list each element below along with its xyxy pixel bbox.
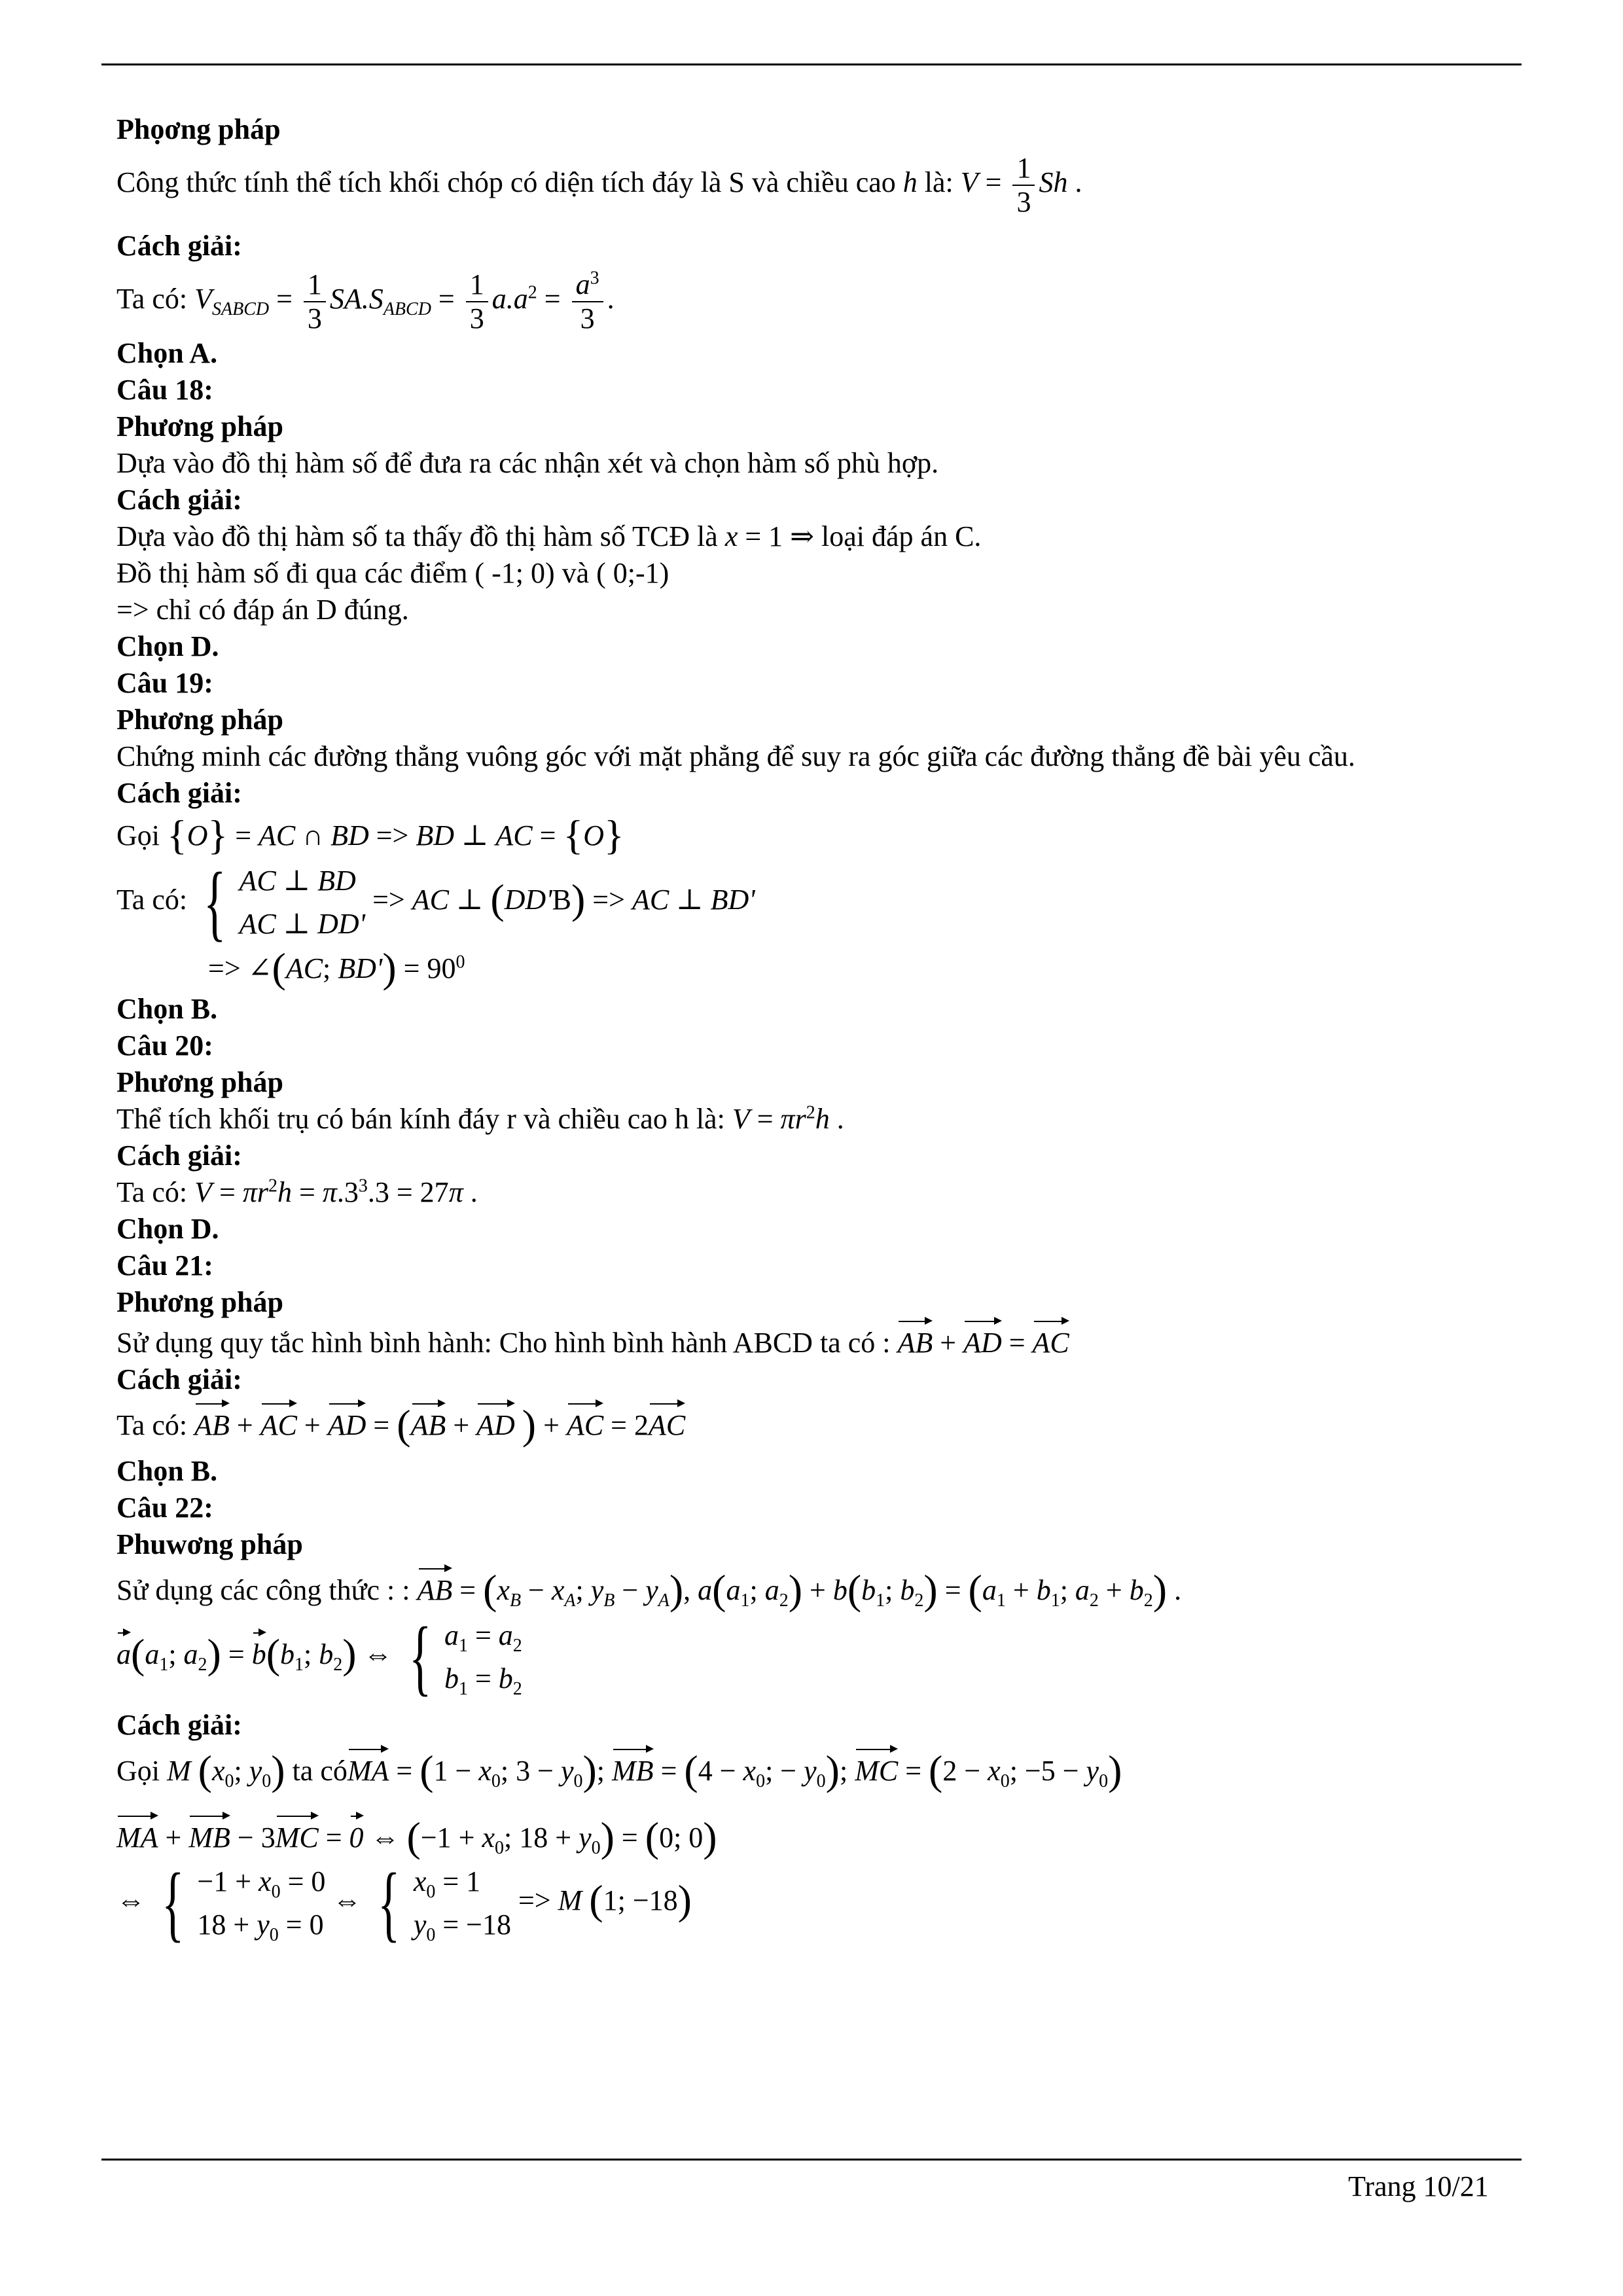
section-heading: Phương pháp [116, 1066, 283, 1098]
section-heading: Phương pháp [116, 704, 283, 736]
formula-system: Ta có: { AC ⊥ BD AC ⊥ DD' => AC ⊥ (DD'B) => AC ⊥ BD' [116, 855, 755, 950]
section-heading: Phọơng pháp [116, 113, 281, 145]
paragraph: Sử dụng quy tắc hình bình hành: Cho hình bình hành ABCD ta có : AB + AD = AC [116, 1321, 1517, 1361]
question-heading: Câu 21: [116, 1249, 213, 1282]
formula-line: Ta có: AB + AC + AD = (AB + AD ) + AC = 2AC [116, 1401, 686, 1448]
answer-label: Chọn B. [116, 993, 218, 1025]
answer-label: Chọn B. [116, 1455, 218, 1487]
answer-label: Chọn A. [116, 337, 218, 369]
section-heading: Cách giải: [116, 1709, 242, 1741]
question-heading: Câu 22: [116, 1492, 213, 1524]
section-heading: Phương pháp [116, 410, 283, 442]
paragraph: Đồ thị hàm số đi qua các điểm ( -1; 0) và ( 0;-1) [116, 557, 669, 589]
question-heading: Câu 19: [116, 667, 213, 699]
section-heading: Cách giải: [116, 1363, 242, 1395]
question-heading: Câu 20: [116, 1030, 213, 1062]
formula-line: Sử dụng các công thức : : AB = ($x_B - x_A$; $y_B - y_A$), $a(a_1$; $a_2) + b(b_1$; $b_2) = (a_1 + b_1$; $a_2 + b_2$) . [116, 1566, 1182, 1613]
page-content [116, 111, 1517, 1950]
page-number: Trang 10/21 [1348, 2170, 1489, 2202]
answer-label: Chọn D. [116, 1213, 219, 1245]
paragraph: Thể tích khối trụ có bán kính đáy r và chiều cao h là: $V = \pi r^2h$ . [116, 1102, 844, 1135]
section-heading: Cách giải: [116, 230, 242, 262]
paragraph: Dựa vào đồ thị hàm số để đưa ra các nhận xét và chọn hàm số phù hợp. [116, 447, 939, 479]
question-heading: Câu 18: [116, 374, 213, 406]
section-heading: Cách giải: [116, 777, 242, 809]
paragraph: Công thức tính thể tích khối chóp có diện tích đáy là S và chiều cao h là: V = $\frac{1}{3}$ Sh . [116, 152, 1082, 218]
formula-line: Ta có: $V_{SABCD}$ = $\frac{1}{3}$ $SA.S_{ABCD}$ = $\frac{1}{3}$ $a.a^2$ = $\frac{a^3}{3}$ . [116, 268, 615, 334]
formula-line: => ∠(AC; $BD') = 90^0$ [208, 944, 465, 991]
section-heading: Phuwơng pháp [116, 1528, 303, 1560]
formula-line: Gọi {O} = AC ∩ BD => BD ⊥ AC = {O} [116, 812, 624, 858]
footer-rule [101, 2159, 1522, 2161]
section-heading: Cách giải: [116, 1139, 242, 1172]
formula-line: MA + MB − 3MC = 0 ⇔ ($-1 + x_0$; $18 + y_0) = (0$; 0) [116, 1814, 717, 1860]
formula-system: $a(a_1$; $a_2) = b(b_1$; $b_2$) ⇔ { $a_1 = a_2$ $b_1 = b_2$ [116, 1610, 522, 1704]
paragraph: Chứng minh các đường thẳng vuông góc với mặt phẳng để suy ra góc giữa các đường thẳng đề bài yêu cầu. [116, 740, 1355, 772]
section-heading: Cách giải: [116, 484, 242, 516]
formula-system: ⇔ { $-1 + x_0 = 0$ $18 + y_0 = 0$ ⇔ { $x_0 = 1$ $y_0 = -18$ => M (1; −18) [116, 1856, 692, 1950]
paragraph: => chỉ có đáp án D đúng. [116, 594, 409, 626]
section-heading: Phương pháp [116, 1286, 283, 1318]
paragraph: Dựa vào đồ thị hàm số ta thấy đồ thị hàm số TCĐ là x = 1 ⇒ loại đáp án C. [116, 520, 982, 552]
formula-line: Gọi M ($x_0$; $y_0$) ta cóMA = ($1 - x_0$; $3 - y_0$); MB = ($4 - x_0$; − $y_0$); MC = ($2 - x_0$; $-5 - y_0$) [116, 1747, 1122, 1793]
fraction: $\frac{1}{3}$ [1012, 152, 1035, 219]
formula-line: Ta có: $V = \pi r^2h = \pi.3^3.3 = 27\pi$ . [116, 1175, 478, 1208]
answer-label: Chọn D. [116, 630, 219, 662]
header-rule [101, 63, 1522, 65]
